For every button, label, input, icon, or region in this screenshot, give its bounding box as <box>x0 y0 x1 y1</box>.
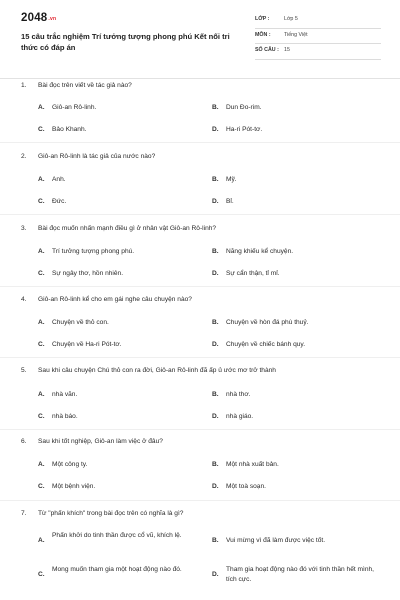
question-stem <box>21 438 163 445</box>
question-divider <box>0 214 400 215</box>
question-number: 2. <box>21 153 27 160</box>
question-number: 7. <box>21 510 27 517</box>
option-text: nhà báo. <box>52 413 78 420</box>
option-text: Sự ngây thơ, hồn nhiên. <box>52 270 124 277</box>
question-stem <box>21 296 192 303</box>
option-letter: B. <box>212 319 219 326</box>
option-letter: B. <box>212 176 219 183</box>
question-number: 5. <box>21 367 27 374</box>
meta-key: LỚP : <box>255 16 270 22</box>
option-c[interactable] <box>38 565 208 587</box>
option-letter: B. <box>212 461 219 468</box>
option-text: nhà thơ. <box>226 391 251 398</box>
option-text: Sự cẩn thận, tỉ mỉ. <box>226 270 280 277</box>
option-letter: A. <box>38 104 45 111</box>
option-text: Một công ty. <box>52 461 88 468</box>
option-text: Chuyện về thỏ con. <box>52 319 109 326</box>
meta-row-count <box>255 44 381 60</box>
option-text: Bảo Khanh. <box>52 126 87 133</box>
option-letter: A. <box>38 537 45 544</box>
option-letter: C. <box>38 483 45 490</box>
question-stem <box>21 225 216 232</box>
option-letter: D. <box>212 126 219 133</box>
option-text: Phấn khởi do tinh thần được cổ vũ, khích lệ. <box>52 532 182 539</box>
option-letter: B. <box>212 391 219 398</box>
meta-key: SỐ CÂU : <box>255 47 279 53</box>
option-a[interactable] <box>38 531 208 553</box>
option-text: Một nhà xuất bản. <box>226 461 279 468</box>
option-text: Chuyện về Ha-ri Pót-tơ. <box>52 341 122 348</box>
meta-value: 15 <box>284 47 290 53</box>
document-title: 15 câu trắc nghiệm Trí tưởng tượng phong phú Kết nối tri thức có đáp án <box>21 32 230 52</box>
option-text: Chuyện về hòn đá phù thuỷ. <box>226 319 309 326</box>
question-text: Giô-an Rô-linh kể cho em gái nghe câu chuyện nào? <box>38 296 192 303</box>
question-stem <box>21 82 132 89</box>
question-text: Giô-an Rô-linh là tác giả của nước nào? <box>38 153 156 160</box>
option-text: nhà giáo. <box>226 413 254 420</box>
option-letter: B. <box>212 248 219 255</box>
logo-suffix: .vn <box>48 16 57 22</box>
meta-table <box>255 13 381 60</box>
meta-value: Lớp 5 <box>284 16 298 22</box>
option-text: Chuyện về chiếc bánh quy. <box>226 341 306 348</box>
question-divider <box>0 142 400 143</box>
question-divider <box>0 500 400 501</box>
option-letter: B. <box>212 104 219 111</box>
question-divider <box>0 357 400 358</box>
option-text: Một toà soạn. <box>226 483 266 490</box>
option-text: Trí tưởng tượng phong phú. <box>52 248 135 255</box>
question-stem <box>21 367 276 374</box>
page-header <box>0 0 400 78</box>
option-text: Bỉ. <box>226 198 234 205</box>
option-text: Một bệnh viện. <box>52 483 96 490</box>
question-number: 4. <box>21 296 27 303</box>
question-number: 6. <box>21 438 27 445</box>
option-d[interactable] <box>212 565 387 587</box>
option-letter: C. <box>38 413 45 420</box>
site-logo[interactable] <box>21 12 56 24</box>
option-text: Năng khiếu kể chuyện. <box>226 248 294 255</box>
option-letter: C. <box>38 126 45 133</box>
option-letter: A. <box>38 461 45 468</box>
option-letter: C. <box>38 571 45 578</box>
logo-main: 2048 <box>21 12 48 24</box>
header-divider <box>0 78 400 79</box>
option-letter: B. <box>212 537 219 544</box>
question-text: Bài đọc trên viết về tác giả nào? <box>38 82 132 89</box>
option-text: nhà văn. <box>52 391 78 398</box>
option-letter: A. <box>38 391 45 398</box>
meta-value: Tiếng Việt <box>284 31 308 38</box>
option-text: Ha-ri Pót-tơ. <box>226 126 263 133</box>
option-letter: C. <box>38 198 45 205</box>
question-number: 3. <box>21 225 27 232</box>
option-letter: D. <box>212 571 219 578</box>
option-text: Giô-an Rô-linh. <box>52 104 97 111</box>
option-letter: D. <box>212 198 219 205</box>
question-divider <box>0 429 400 430</box>
question-divider <box>0 286 400 287</box>
meta-row-grade <box>255 13 381 29</box>
meta-key: MÔN : <box>255 31 271 38</box>
option-letter: A. <box>38 319 45 326</box>
question-text: Sau khi tốt nghiệp, Giô-an làm việc ở đâu? <box>38 438 163 445</box>
option-text: Đức. <box>52 198 67 205</box>
option-text: Anh. <box>52 176 66 183</box>
question-text: Từ "phấn khích" trong bài đọc trên có nghĩa là gì? <box>38 510 184 517</box>
option-letter: D. <box>212 413 219 420</box>
question-number: 1. <box>21 82 27 89</box>
option-letter: D. <box>212 270 219 277</box>
option-letter: D. <box>212 483 219 490</box>
question-stem <box>21 153 155 160</box>
question-stem <box>21 510 183 517</box>
question-text: Sau khi câu chuyện Chú thỏ con ra đời, Giô-an Rô-linh đã ấp ủ ước mơ trở thành <box>38 367 276 374</box>
option-letter: A. <box>38 176 45 183</box>
question-text: Bài đọc muốn nhấn mạnh điều gì ở nhân vật Giô-an Rô-linh? <box>38 225 217 232</box>
option-letter: A. <box>38 248 45 255</box>
meta-row-subject <box>255 29 381 45</box>
option-text: Vui mừng vì đã làm được việc tốt. <box>226 537 326 544</box>
option-letter: C. <box>38 270 45 277</box>
option-text: Mỹ. <box>226 176 237 183</box>
option-letter: C. <box>38 341 45 348</box>
option-text: Mong muốn tham gia một hoạt động nào đó. <box>52 566 182 573</box>
option-letter: D. <box>212 341 219 348</box>
option-text: Dun Đo-rim. <box>226 104 262 111</box>
option-text: Tham gia hoạt động nào đó với tinh thần hết mình, tích cực. <box>226 566 375 583</box>
